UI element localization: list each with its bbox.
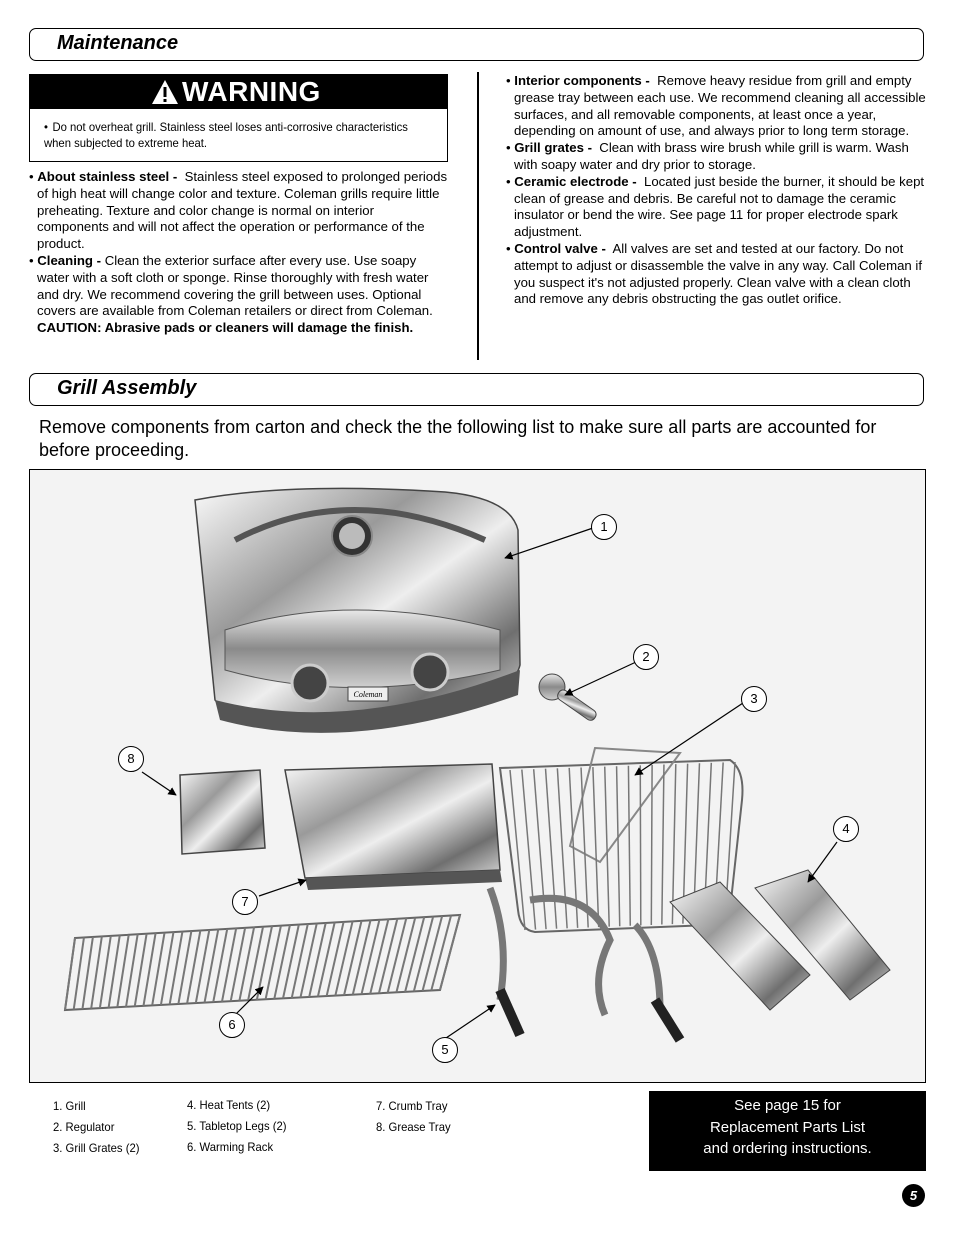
maintenance-right-column — [506, 73, 926, 308]
warning-heading: WARNING — [182, 76, 321, 107]
callout-8: 8 — [118, 746, 144, 772]
note-line: Replacement Parts List — [709, 1118, 866, 1136]
replacement-parts-note — [649, 1091, 926, 1171]
crumb-tray-image — [285, 764, 502, 890]
parts-list-item: 4. Heat Tents (2) — [187, 1098, 271, 1112]
callout-3: 3 — [741, 686, 767, 712]
parts-list-col-1 — [53, 1096, 139, 1159]
callout-5: 5 — [432, 1037, 458, 1063]
warning-text: • Do not overheat grill. Stainless steel loses anti-corrosive characteristics when subjected to extreme heat. — [44, 120, 408, 150]
grill-brand-text: Coleman — [353, 690, 383, 699]
caution-text: CAUTION: Abrasive pads or cleaners will damage the finish. — [37, 320, 414, 336]
assembly-title: Grill Assembly — [57, 377, 197, 399]
page-number: 5 — [902, 1184, 925, 1207]
list-item-about-stainless: • About stainless steel - Stainless steel exposed to prolonged periods of high heat will change color and texture. Coleman grills require little preheating. Texture and color change is normal on interior components and will not affect the operation or performance of the product. — [29, 169, 448, 252]
callout-1: 1 — [591, 514, 617, 540]
maintenance-title: Maintenance — [57, 32, 179, 54]
grill-image — [195, 488, 520, 732]
callout-6: 6 — [219, 1012, 245, 1038]
warning-header — [30, 75, 447, 109]
column-divider — [477, 72, 479, 360]
note-line: and ordering instructions. — [703, 1140, 872, 1157]
list-item-control-valve: • Control valve - All valves are set and tested at our factory. Do not attempt to adjust or disassemble the valve in any way. Call Coleman if you suspect it's not adjusted properly. Clean valve with a clean cloth and remove any debris obstructing the gas outlet orifice. — [506, 240, 923, 307]
callout-2: 2 — [633, 644, 659, 670]
list-item-interior: • Interior components - Remove heavy residue from grill and empty grease tray between each use. We recommend cleaning all accessible surfaces, and all removable components, at least once a year, depending on amount of use, and always prior to long term storage. — [506, 73, 926, 139]
parts-list-item: 7. Crumb Tray — [376, 1099, 448, 1113]
list-item-cleaning: • Cleaning - Clean the exterior surface after every use. Use soapy water with a soft cloth or sponge. Rinse thoroughly with fresh water and dry. We recommend covering the grill between uses. Optional covers are available from Coleman retailers or direct from Coleman. — [29, 252, 433, 319]
list-item-grill-grates: • Grill grates - Clean with brass wire brush while grill is warm. Wash with soapy water and dry prior to storage. — [506, 140, 909, 172]
parts-list-col-2 — [187, 1095, 287, 1158]
note-line: See page 15 for — [734, 1097, 841, 1114]
warming-rack-image — [65, 915, 460, 1010]
parts-list-col-3 — [376, 1096, 451, 1138]
maintenance-section-header — [29, 28, 924, 61]
warning-triangle-icon — [151, 79, 179, 105]
parts-list-item: 5. Tabletop Legs (2) — [187, 1119, 287, 1133]
parts-list-item: 6. Warming Rack — [187, 1140, 274, 1154]
parts-list-item: 2. Regulator — [53, 1120, 115, 1134]
parts-list-item: 1. Grill — [53, 1099, 86, 1113]
grease-tray-image — [180, 770, 265, 854]
parts-list-item: 8. Grease Tray — [376, 1120, 451, 1134]
warning-text-content: Do not overheat grill. Stainless steel loses anti-corrosive characteristics when subjected to extreme heat. — [44, 120, 408, 150]
assembly-intro: Remove components from carton and check the the following list to make sure all parts are accounted for before proceeding. — [39, 417, 877, 460]
maintenance-left-column — [29, 169, 449, 337]
list-item-ceramic-electrode: • Ceramic electrode - Located just beside the burner, it should be kept clean of grease and debris. Be careful not to damage the ceramic insulator or bend the wire. See page 11 for proper electrode spark adjustment. — [506, 173, 925, 240]
components-illustration — [30, 470, 926, 1083]
components-photo — [29, 469, 926, 1083]
assembly-section-header — [29, 373, 924, 406]
warning-box — [29, 74, 448, 162]
callout-7: 7 — [232, 889, 258, 915]
callout-4: 4 — [833, 816, 859, 842]
heat-tents-image — [670, 870, 890, 1010]
parts-list-item: 3. Grill Grates (2) — [53, 1141, 140, 1155]
regulator-image — [539, 674, 598, 722]
